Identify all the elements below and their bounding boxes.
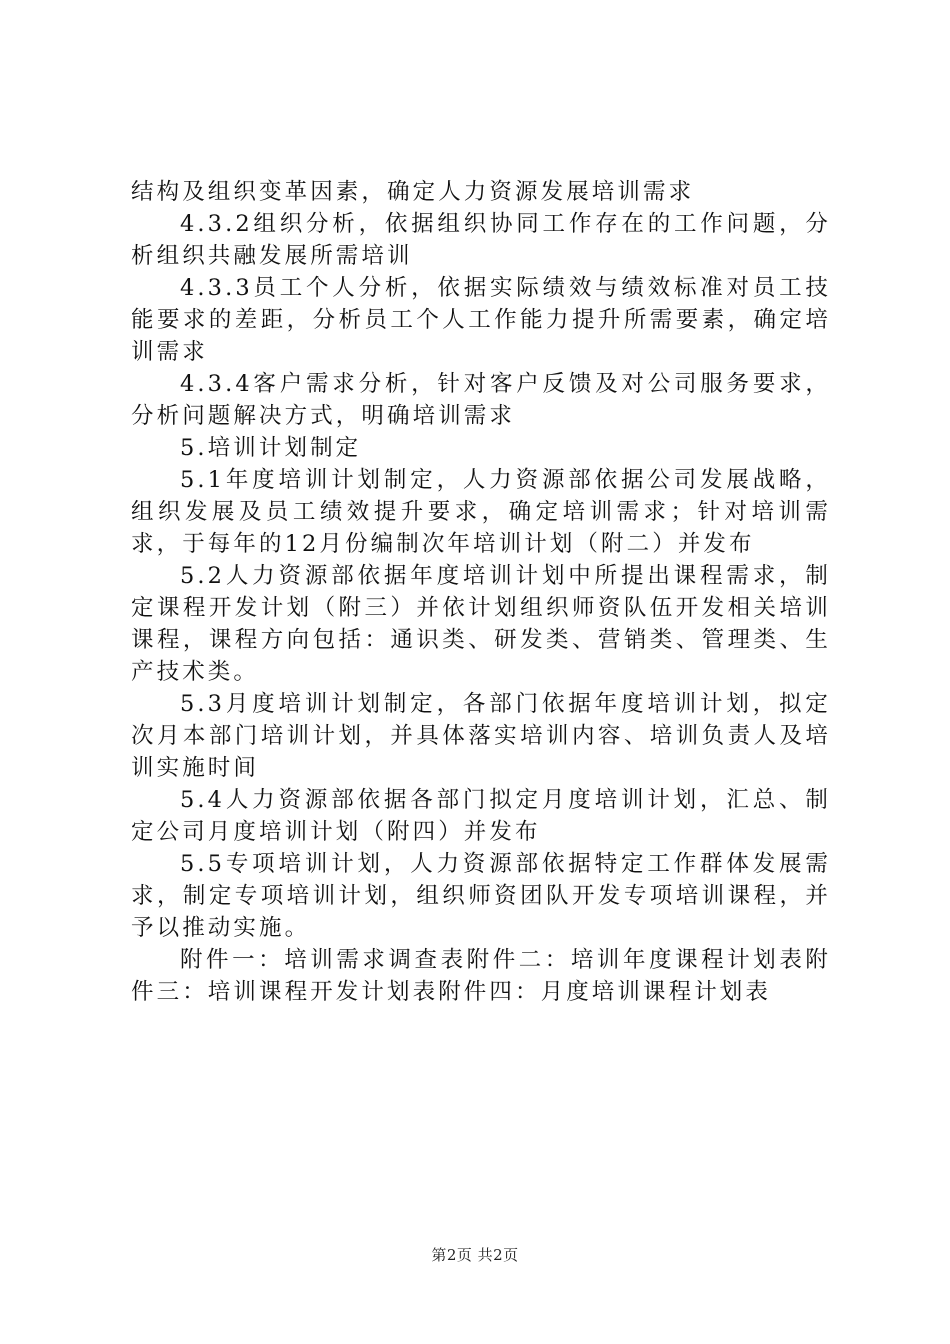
body-paragraph: 5.4人力资源部依据各部门拟定月度培训计划，汇总、制定公司月度培训计划（附四）并发布 <box>131 787 831 845</box>
body-paragraph: 4.3.3员工个人分析，依据实际绩效与绩效标准对员工技能要求的差距，分析员工个人工作能力提升所需要素，确定培训需求 <box>131 275 831 365</box>
body-paragraph: 5.3月度培训计划制定，各部门依据年度培训计划，拟定次月本部门培训计划，并具体落实培训内容、培训负责人及培训实施时间 <box>131 691 831 781</box>
body-paragraph: 5.1年度培训计划制定，人力资源部依据公司发展战略，组织发展及员工绩效提升要求，确定培训需求；针对培训需求，于每年的12月份编制次年培训计划（附二）并发布 <box>131 467 831 557</box>
page-footer: 第2页 共2页 <box>431 1246 519 1264</box>
document-body <box>131 176 831 1008</box>
body-paragraph: 5.5专项培训计划，人力资源部依据特定工作群体发展需求，制定专项培训计划，组织师资团队开发专项培训课程，并予以推动实施。 <box>131 851 831 941</box>
body-paragraph: 4.3.2组织分析，依据组织协同工作存在的工作问题，分析组织共融发展所需培训 <box>131 211 831 269</box>
body-paragraph: 5.2人力资源部依据年度培训计划中所提出课程需求，制定课程开发计划（附三）并依计划组织师资队伍开发相关培训课程，课程方向包括：通识类、研发类、营销类、管理类、生产技术类。 <box>131 563 831 685</box>
body-paragraph: 4.3.4客户需求分析，针对客户反馈及对公司服务要求，分析问题解决方式，明确培训需求 <box>131 371 831 429</box>
body-paragraph: 附件一：培训需求调查表附件二：培训年度课程计划表附件三：培训课程开发计划表附件四：月度培训课程计划表 <box>131 947 831 1005</box>
body-paragraph: 结构及组织变革因素，确定人力资源发展培训需求 <box>131 179 695 205</box>
body-paragraph: 5.培训计划制定 <box>180 435 362 461</box>
